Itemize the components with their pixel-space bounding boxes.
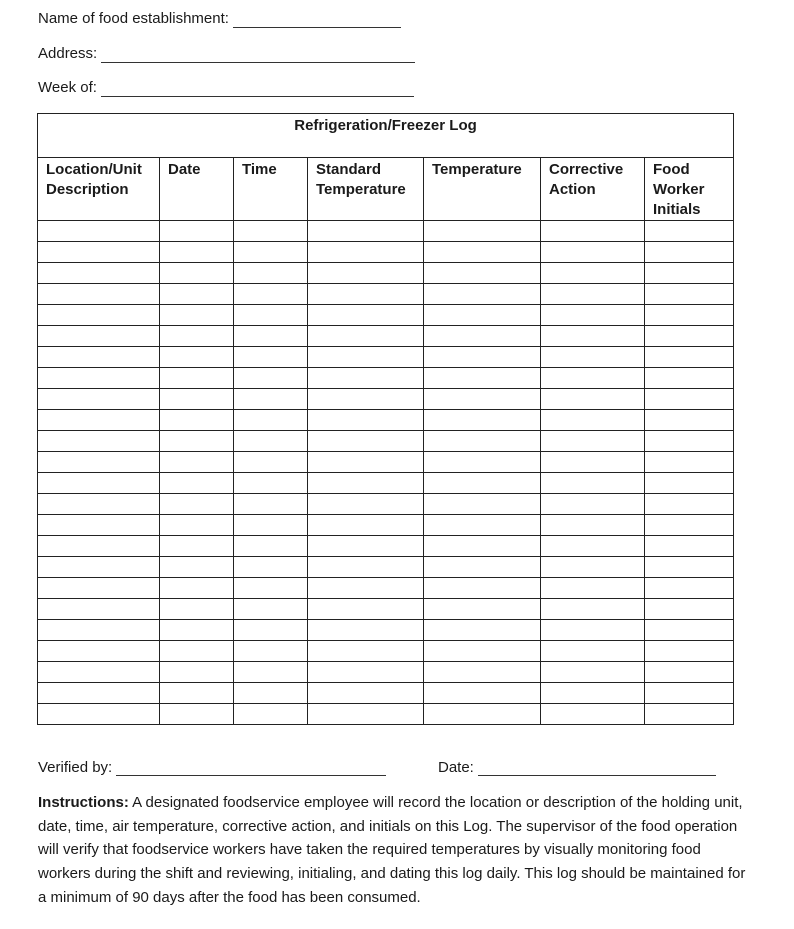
log-cell-time[interactable]: [234, 431, 308, 452]
log-cell-location[interactable]: [38, 683, 160, 704]
log-cell-date[interactable]: [160, 368, 234, 389]
log-cell-temperature[interactable]: [424, 704, 541, 725]
log-cell-temperature[interactable]: [424, 641, 541, 662]
log-cell-temperature[interactable]: [424, 368, 541, 389]
column-header-text: Action: [549, 181, 596, 198]
log-row: [38, 578, 734, 599]
log-cell-corrective-action[interactable]: [541, 452, 645, 473]
log-cell-initials[interactable]: [645, 578, 734, 599]
log-cell-initials[interactable]: [645, 536, 734, 557]
log-cell-location[interactable]: [38, 494, 160, 515]
log-row: [38, 221, 734, 242]
log-cell-date[interactable]: [160, 431, 234, 452]
log-cell-time[interactable]: [234, 221, 308, 242]
log-cell-time[interactable]: [234, 263, 308, 284]
log-cell-corrective-action[interactable]: [541, 599, 645, 620]
log-cell-temperature[interactable]: [424, 389, 541, 410]
log-cell-date[interactable]: [160, 452, 234, 473]
column-header-text: Corrective: [549, 161, 624, 178]
column-header-text: Temperature: [316, 181, 406, 198]
log-cell-time[interactable]: [234, 368, 308, 389]
log-cell-initials[interactable]: [645, 683, 734, 704]
log-cell-standard-temperature[interactable]: [308, 662, 424, 683]
column-header-initials: [645, 158, 734, 221]
log-row: [38, 641, 734, 662]
log-row: [38, 389, 734, 410]
verified-by-label: Verified by:: [38, 759, 113, 776]
log-cell-standard-temperature[interactable]: [308, 389, 424, 410]
log-cell-initials[interactable]: [645, 221, 734, 242]
log-cell-corrective-action[interactable]: [541, 305, 645, 326]
log-cell-date[interactable]: [160, 662, 234, 683]
log-cell-time[interactable]: [234, 704, 308, 725]
log-cell-initials[interactable]: [645, 284, 734, 305]
log-cell-standard-temperature[interactable]: [308, 683, 424, 704]
log-cell-initials[interactable]: [645, 347, 734, 368]
log-cell-initials[interactable]: [645, 620, 734, 641]
log-cell-date[interactable]: [160, 473, 234, 494]
column-header-row: [38, 158, 734, 221]
log-cell-location[interactable]: [38, 473, 160, 494]
log-cell-corrective-action[interactable]: [541, 494, 645, 515]
log-cell-temperature[interactable]: [424, 284, 541, 305]
log-cell-initials[interactable]: [645, 368, 734, 389]
column-header-date: [160, 158, 234, 221]
log-cell-temperature[interactable]: [424, 242, 541, 263]
log-cell-temperature[interactable]: [424, 599, 541, 620]
log-title: Refrigeration/Freezer Log: [38, 114, 734, 158]
log-row: [38, 326, 734, 347]
establishment-name-label: Name of food establishment:: [38, 10, 229, 27]
log-cell-initials[interactable]: [645, 431, 734, 452]
log-cell-location[interactable]: [38, 452, 160, 473]
log-cell-location[interactable]: [38, 515, 160, 536]
log-cell-initials[interactable]: [645, 389, 734, 410]
log-cell-standard-temperature[interactable]: [308, 557, 424, 578]
log-row: [38, 515, 734, 536]
log-cell-temperature[interactable]: [424, 263, 541, 284]
log-cell-corrective-action[interactable]: [541, 557, 645, 578]
establishment-name-field[interactable]: [38, 10, 401, 28]
column-header-text: Location/Unit: [46, 161, 142, 178]
log-cell-date[interactable]: [160, 641, 234, 662]
log-cell-location[interactable]: [38, 347, 160, 368]
log-cell-time[interactable]: [234, 242, 308, 263]
log-row: [38, 473, 734, 494]
column-header-text: Temperature: [432, 161, 522, 178]
log-cell-corrective-action[interactable]: [541, 410, 645, 431]
log-row: [38, 242, 734, 263]
log-cell-location[interactable]: [38, 221, 160, 242]
log-row: [38, 410, 734, 431]
log-cell-location[interactable]: [38, 641, 160, 662]
log-cell-temperature[interactable]: [424, 620, 541, 641]
log-body: [38, 221, 734, 725]
log-cell-initials[interactable]: [645, 452, 734, 473]
log-cell-standard-temperature[interactable]: [308, 326, 424, 347]
column-header-time: [234, 158, 308, 221]
log-cell-location[interactable]: [38, 305, 160, 326]
verify-date-input-line[interactable]: [478, 761, 716, 776]
log-cell-initials[interactable]: [645, 641, 734, 662]
log-cell-initials[interactable]: [645, 263, 734, 284]
log-cell-temperature[interactable]: [424, 578, 541, 599]
log-cell-location[interactable]: [38, 620, 160, 641]
log-row: [38, 305, 734, 326]
log-cell-standard-temperature[interactable]: [308, 473, 424, 494]
log-cell-standard-temperature[interactable]: [308, 410, 424, 431]
log-cell-standard-temperature[interactable]: [308, 494, 424, 515]
log-cell-date[interactable]: [160, 326, 234, 347]
log-cell-location[interactable]: [38, 431, 160, 452]
column-header-text: Description: [46, 181, 129, 198]
log-cell-corrective-action[interactable]: [541, 578, 645, 599]
log-cell-initials[interactable]: [645, 704, 734, 725]
log-cell-initials[interactable]: [645, 515, 734, 536]
log-cell-date[interactable]: [160, 221, 234, 242]
log-cell-date[interactable]: [160, 536, 234, 557]
log-cell-temperature[interactable]: [424, 662, 541, 683]
log-row: [38, 683, 734, 704]
log-cell-location[interactable]: [38, 368, 160, 389]
log-row: [38, 704, 734, 725]
log-row: [38, 536, 734, 557]
address-input-line[interactable]: [101, 48, 415, 63]
log-cell-standard-temperature[interactable]: [308, 641, 424, 662]
column-header-standard-temperature: [308, 158, 424, 221]
instructions-paragraph: [38, 791, 750, 910]
log-cell-temperature[interactable]: [424, 536, 541, 557]
log-cell-temperature[interactable]: [424, 326, 541, 347]
log-row: [38, 368, 734, 389]
log-cell-date[interactable]: [160, 620, 234, 641]
log-cell-temperature[interactable]: [424, 452, 541, 473]
week-of-label: Week of:: [38, 79, 97, 96]
log-cell-date[interactable]: [160, 242, 234, 263]
verify-date-label: Date:: [438, 759, 474, 776]
log-cell-location[interactable]: [38, 410, 160, 431]
log-cell-time[interactable]: [234, 473, 308, 494]
log-cell-initials[interactable]: [645, 242, 734, 263]
log-cell-time[interactable]: [234, 389, 308, 410]
log-row: [38, 263, 734, 284]
log-cell-standard-temperature[interactable]: [308, 263, 424, 284]
log-cell-time[interactable]: [234, 662, 308, 683]
log-cell-date[interactable]: [160, 347, 234, 368]
column-header-temperature: [424, 158, 541, 221]
log-cell-corrective-action[interactable]: [541, 473, 645, 494]
log-cell-temperature[interactable]: [424, 494, 541, 515]
log-cell-corrective-action[interactable]: [541, 263, 645, 284]
log-row: [38, 452, 734, 473]
column-header-text: Time: [242, 161, 277, 178]
refrigeration-log-table: [37, 113, 734, 725]
log-row: [38, 431, 734, 452]
log-cell-standard-temperature[interactable]: [308, 578, 424, 599]
log-cell-date[interactable]: [160, 305, 234, 326]
log-cell-location[interactable]: [38, 326, 160, 347]
column-header-corrective-action: [541, 158, 645, 221]
log-cell-corrective-action[interactable]: [541, 662, 645, 683]
log-cell-temperature[interactable]: [424, 557, 541, 578]
log-cell-date[interactable]: [160, 515, 234, 536]
instructions-text: A designated foodservice employee will record the location or description of the holding unit, date, time, air temperature, corrective action, and initials on this Log. The supervisor of the food operation will verify that foodservice workers have taken the required temperatures by visually monitoring food workers during the shift and reviewing, initialing, and dating this log daily. This log should be maintained for a minimum of 90 days after the food has been consumed.: [38, 794, 746, 906]
log-cell-temperature[interactable]: [424, 683, 541, 704]
log-cell-corrective-action[interactable]: [541, 326, 645, 347]
log-cell-location[interactable]: [38, 578, 160, 599]
log-row: [38, 284, 734, 305]
log-cell-initials[interactable]: [645, 473, 734, 494]
log-cell-date[interactable]: [160, 578, 234, 599]
log-cell-time[interactable]: [234, 305, 308, 326]
log-cell-time[interactable]: [234, 326, 308, 347]
log-cell-date[interactable]: [160, 599, 234, 620]
log-cell-location[interactable]: [38, 242, 160, 263]
verified-by-input-line[interactable]: [116, 761, 386, 776]
log-cell-standard-temperature[interactable]: [308, 620, 424, 641]
log-cell-temperature[interactable]: [424, 305, 541, 326]
log-cell-time[interactable]: [234, 410, 308, 431]
log-cell-location[interactable]: [38, 704, 160, 725]
log-cell-date[interactable]: [160, 557, 234, 578]
log-cell-standard-temperature[interactable]: [308, 704, 424, 725]
log-cell-date[interactable]: [160, 284, 234, 305]
log-cell-initials[interactable]: [645, 494, 734, 515]
log-cell-temperature[interactable]: [424, 221, 541, 242]
log-cell-time[interactable]: [234, 683, 308, 704]
log-cell-time[interactable]: [234, 641, 308, 662]
log-row: [38, 347, 734, 368]
log-cell-location[interactable]: [38, 389, 160, 410]
address-field[interactable]: [38, 45, 415, 63]
log-cell-location[interactable]: [38, 263, 160, 284]
column-header-text: Food: [653, 161, 690, 178]
log-cell-time[interactable]: [234, 578, 308, 599]
log-cell-standard-temperature[interactable]: [308, 347, 424, 368]
log-cell-corrective-action[interactable]: [541, 368, 645, 389]
column-header-text: Worker: [653, 181, 705, 198]
log-cell-temperature[interactable]: [424, 473, 541, 494]
log-cell-corrective-action[interactable]: [541, 347, 645, 368]
log-cell-time[interactable]: [234, 620, 308, 641]
log-cell-corrective-action[interactable]: [541, 515, 645, 536]
log-cell-standard-temperature[interactable]: [308, 221, 424, 242]
log-cell-corrective-action[interactable]: [541, 284, 645, 305]
column-header-text: Date: [168, 161, 201, 178]
instructions-label: Instructions:: [38, 794, 129, 811]
log-cell-standard-temperature[interactable]: [308, 431, 424, 452]
log-cell-time[interactable]: [234, 494, 308, 515]
log-cell-standard-temperature[interactable]: [308, 242, 424, 263]
address-label: Address:: [38, 45, 98, 62]
log-cell-corrective-action[interactable]: [541, 242, 645, 263]
establishment-name-input-line[interactable]: [233, 13, 401, 28]
log-cell-standard-temperature[interactable]: [308, 284, 424, 305]
log-cell-corrective-action[interactable]: [541, 221, 645, 242]
log-cell-location[interactable]: [38, 599, 160, 620]
column-header-text: Initials: [653, 201, 701, 218]
log-cell-initials[interactable]: [645, 326, 734, 347]
log-row: [38, 662, 734, 683]
log-cell-initials[interactable]: [645, 557, 734, 578]
log-cell-standard-temperature[interactable]: [308, 368, 424, 389]
log-cell-temperature[interactable]: [424, 431, 541, 452]
log-cell-initials[interactable]: [645, 599, 734, 620]
log-cell-corrective-action[interactable]: [541, 620, 645, 641]
log-cell-location[interactable]: [38, 284, 160, 305]
log-cell-time[interactable]: [234, 452, 308, 473]
log-cell-time[interactable]: [234, 347, 308, 368]
log-cell-time[interactable]: [234, 515, 308, 536]
log-cell-standard-temperature[interactable]: [308, 515, 424, 536]
log-cell-date[interactable]: [160, 704, 234, 725]
log-cell-temperature[interactable]: [424, 410, 541, 431]
log-cell-date[interactable]: [160, 263, 234, 284]
log-cell-corrective-action[interactable]: [541, 704, 645, 725]
log-cell-corrective-action[interactable]: [541, 431, 645, 452]
log-cell-temperature[interactable]: [424, 347, 541, 368]
log-cell-temperature[interactable]: [424, 515, 541, 536]
log-row: [38, 620, 734, 641]
log-cell-initials[interactable]: [645, 305, 734, 326]
log-cell-time[interactable]: [234, 557, 308, 578]
log-cell-corrective-action[interactable]: [541, 389, 645, 410]
log-cell-date[interactable]: [160, 410, 234, 431]
log-cell-date[interactable]: [160, 683, 234, 704]
log-cell-date[interactable]: [160, 389, 234, 410]
verified-by-field[interactable]: [38, 759, 386, 776]
verify-date-field[interactable]: [438, 759, 716, 776]
log-cell-initials[interactable]: [645, 662, 734, 683]
log-cell-time[interactable]: [234, 536, 308, 557]
column-header-text: Standard: [316, 161, 382, 178]
log-cell-standard-temperature[interactable]: [308, 452, 424, 473]
log-cell-standard-temperature[interactable]: [308, 599, 424, 620]
log-cell-location[interactable]: [38, 557, 160, 578]
column-header-location: [38, 158, 160, 221]
log-cell-corrective-action[interactable]: [541, 641, 645, 662]
log-cell-location[interactable]: [38, 662, 160, 683]
log-cell-initials[interactable]: [645, 410, 734, 431]
week-of-field[interactable]: [38, 79, 414, 97]
log-cell-date[interactable]: [160, 494, 234, 515]
week-of-input-line[interactable]: [101, 82, 414, 97]
log-row: [38, 557, 734, 578]
log-row: [38, 494, 734, 515]
log-cell-time[interactable]: [234, 284, 308, 305]
log-cell-standard-temperature[interactable]: [308, 305, 424, 326]
log-cell-time[interactable]: [234, 599, 308, 620]
log-cell-corrective-action[interactable]: [541, 683, 645, 704]
log-cell-corrective-action[interactable]: [541, 536, 645, 557]
log-row: [38, 599, 734, 620]
log-cell-standard-temperature[interactable]: [308, 536, 424, 557]
log-cell-location[interactable]: [38, 536, 160, 557]
